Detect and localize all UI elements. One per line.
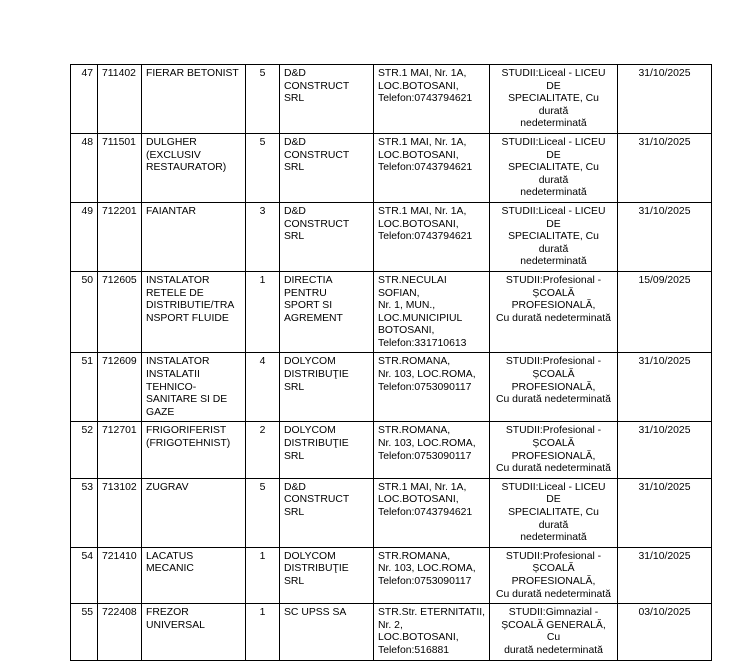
job-title-cell: FIERAR BETONIST [142, 65, 246, 134]
requirements-cell: STUDII:Profesional - ȘCOALĂ PROFESIONALĂ, Cu durată nedeterminată [490, 547, 618, 603]
occupation-code-cell: 712201 [98, 202, 142, 271]
vacancy-count-cell: 1 [246, 547, 280, 603]
employer-cell: D&D CONSTRUCT SRL [280, 478, 374, 547]
row-number-cell: 48 [71, 133, 98, 202]
address-cell: STR.1 MAI, Nr. 1A, LOC.BOTOSANI, Telefon:0743794621 [374, 478, 490, 547]
requirements-cell: STUDII:Liceal - LICEU DE SPECIALITATE, Cu durată nedeterminată [490, 202, 618, 271]
row-number-cell: 50 [71, 271, 98, 353]
deadline-date-cell: 31/10/2025 [618, 202, 712, 271]
vacancy-count-cell: 3 [246, 202, 280, 271]
requirements-cell: STUDII:Profesional - ȘCOALĂ PROFESIONALĂ, Cu durată nedeterminată [490, 422, 618, 478]
occupation-code-cell: 713102 [98, 478, 142, 547]
employer-cell: D&D CONSTRUCT SRL [280, 65, 374, 134]
requirements-cell: STUDII:Profesional - ȘCOALĂ PROFESIONALĂ, Cu durată nedeterminată [490, 353, 618, 422]
deadline-date-cell: 31/10/2025 [618, 133, 712, 202]
row-number-cell: 51 [71, 353, 98, 422]
vacancy-count-cell: 4 [246, 353, 280, 422]
requirements-cell: STUDII:Gimnazial - ȘCOALĂ GENERALĂ, Cu durată nedeterminată [490, 604, 618, 660]
table-row [71, 202, 712, 271]
employer-cell: DOLYCOM DISTRIBUŢIE SRL [280, 547, 374, 603]
deadline-date-cell: 03/10/2025 [618, 604, 712, 660]
job-title-cell: FREZOR UNIVERSAL [142, 604, 246, 660]
table-row [71, 547, 712, 603]
deadline-date-cell: 31/10/2025 [618, 478, 712, 547]
table-row [71, 353, 712, 422]
occupation-code-cell: 711402 [98, 65, 142, 134]
requirements-cell: STUDII:Liceal - LICEU DE SPECIALITATE, Cu durată nedeterminată [490, 65, 618, 134]
job-title-cell: ZUGRAV [142, 478, 246, 547]
vacancy-count-cell: 2 [246, 422, 280, 478]
table-row [71, 478, 712, 547]
job-title-cell: LACATUS MECANIC [142, 547, 246, 603]
occupation-code-cell: 722408 [98, 604, 142, 660]
address-cell: STR.1 MAI, Nr. 1A, LOC.BOTOSANI, Telefon:0743794621 [374, 202, 490, 271]
vacancy-count-cell: 5 [246, 65, 280, 134]
job-title-cell: DULGHER (EXCLUSIV RESTAURATOR) [142, 133, 246, 202]
deadline-date-cell: 31/10/2025 [618, 353, 712, 422]
job-title-cell: FRIGORIFERIST (FRIGOTEHNIST) [142, 422, 246, 478]
job-vacancies-table [70, 64, 712, 661]
employer-cell: DOLYCOM DISTRIBUŢIE SRL [280, 353, 374, 422]
table-body [71, 65, 712, 661]
occupation-code-cell: 712701 [98, 422, 142, 478]
job-title-cell: INSTALATOR INSTALATII TEHNICO- SANITARE SI DE GAZE [142, 353, 246, 422]
employer-cell: D&D CONSTRUCT SRL [280, 202, 374, 271]
address-cell: STR.Str. ETERNITATII, Nr. 2, LOC.BOTOSANI, Telefon:516881 [374, 604, 490, 660]
table-row [71, 271, 712, 353]
employer-cell: D&D CONSTRUCT SRL [280, 133, 374, 202]
table-row [71, 422, 712, 478]
table-row [71, 65, 712, 134]
requirements-cell: STUDII:Liceal - LICEU DE SPECIALITATE, Cu durată nedeterminată [490, 478, 618, 547]
address-cell: STR.1 MAI, Nr. 1A, LOC.BOTOSANI, Telefon:0743794621 [374, 133, 490, 202]
deadline-date-cell: 15/09/2025 [618, 271, 712, 353]
address-cell: STR.ROMANA, Nr. 103, LOC.ROMA, Telefon:0753090117 [374, 353, 490, 422]
address-cell: STR.ROMANA, Nr. 103, LOC.ROMA, Telefon:0753090117 [374, 422, 490, 478]
deadline-date-cell: 31/10/2025 [618, 547, 712, 603]
row-number-cell: 49 [71, 202, 98, 271]
requirements-cell: STUDII:Profesional - ȘCOALĂ PROFESIONALĂ, Cu durată nedeterminată [490, 271, 618, 353]
vacancy-count-cell: 1 [246, 271, 280, 353]
occupation-code-cell: 712609 [98, 353, 142, 422]
occupation-code-cell: 721410 [98, 547, 142, 603]
address-cell: STR.1 MAI, Nr. 1A, LOC.BOTOSANI, Telefon:0743794621 [374, 65, 490, 134]
row-number-cell: 53 [71, 478, 98, 547]
job-title-cell: FAIANTAR [142, 202, 246, 271]
vacancy-count-cell: 1 [246, 604, 280, 660]
employer-cell: SC UPSS SA [280, 604, 374, 660]
table-row [71, 604, 712, 660]
deadline-date-cell: 31/10/2025 [618, 422, 712, 478]
employer-cell: DOLYCOM DISTRIBUŢIE SRL [280, 422, 374, 478]
requirements-cell: STUDII:Liceal - LICEU DE SPECIALITATE, Cu durată nedeterminată [490, 133, 618, 202]
occupation-code-cell: 711501 [98, 133, 142, 202]
table-row [71, 133, 712, 202]
vacancy-count-cell: 5 [246, 133, 280, 202]
row-number-cell: 52 [71, 422, 98, 478]
deadline-date-cell: 31/10/2025 [618, 65, 712, 134]
job-title-cell: INSTALATOR RETELE DE DISTRIBUTIE/TRA NSPORT FLUIDE [142, 271, 246, 353]
address-cell: STR.ROMANA, Nr. 103, LOC.ROMA, Telefon:0753090117 [374, 547, 490, 603]
row-number-cell: 55 [71, 604, 98, 660]
row-number-cell: 54 [71, 547, 98, 603]
occupation-code-cell: 712605 [98, 271, 142, 353]
address-cell: STR.NECULAI SOFIAN, Nr. 1, MUN., LOC.MUNICIPIUL BOTOSANI, Telefon:331710613 [374, 271, 490, 353]
vacancy-count-cell: 5 [246, 478, 280, 547]
row-number-cell: 47 [71, 65, 98, 134]
employer-cell: DIRECTIA PENTRU SPORT SI AGREMENT [280, 271, 374, 353]
